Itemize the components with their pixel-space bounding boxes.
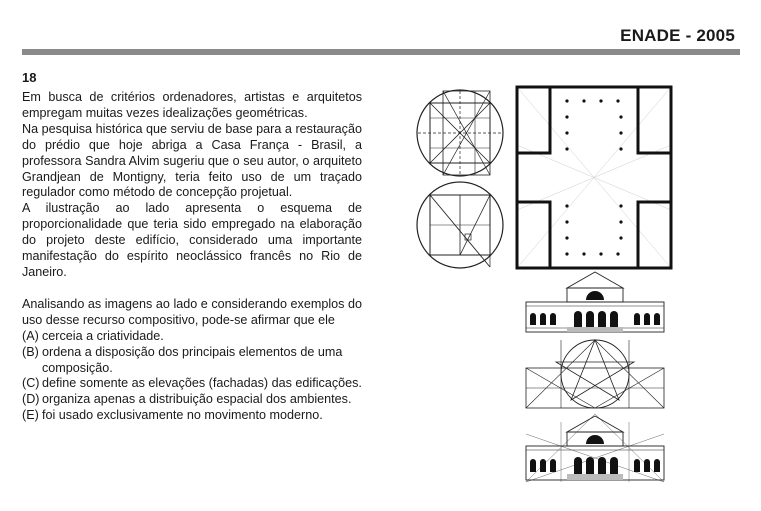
regulating-trace-diagram-2 (415, 180, 505, 270)
regulating-trace-diagram-1 (415, 88, 505, 178)
page-header-title: ENADE - 2005 (620, 26, 735, 45)
paragraph-3: A ilustração ao lado apresenta o esquema de proporcionalidade que teria sido empregado na elaboração do projeto deste edifício, considerado uma importante manifestação do espírito neoclássico francês no Rio de Janeiro. (22, 201, 362, 279)
option-d[interactable]: (D) organiza apenas a distribuição espacial dos ambientes. (22, 392, 352, 407)
floor-plan-diagram (515, 85, 673, 270)
option-e[interactable]: (E) foi usado exclusivamente no movimento moderno. (22, 408, 323, 423)
header-rule (22, 49, 740, 55)
option-b[interactable]: (B) ordena a disposição dos principais elementos de uma composição. (22, 344, 343, 375)
facade-elevation-overlay (522, 412, 668, 484)
option-c[interactable]: (C) define somente as elevações (fachadas) das edificações. (22, 376, 362, 391)
question-number: 18 (22, 70, 37, 85)
paragraph-2: Na pesquisa histórica que serviu de base para a restauração do prédio que hoje abriga a Casa França - Brasil, a professora Sandra Alvim sugeriu que o seu autor, o arquiteto Grandjean de Montigny, teria feito uso de um traçado regulador como método de concepção projetual. (22, 121, 362, 200)
paragraph-1: Em busca de critérios ordenadores, artistas e arquitetos empregam muitas vezes idealizações geométricas. (22, 90, 362, 120)
facade-elevation (522, 270, 668, 334)
facade-regulating-trace (522, 338, 668, 410)
question-prompt: Analisando as imagens ao lado e considerando exemplos do uso desse recurso compositivo, pode-se afirmar que ele (22, 296, 362, 327)
question-text (22, 90, 362, 424)
option-a[interactable]: (A) cerceia a criatividade. (22, 328, 164, 343)
